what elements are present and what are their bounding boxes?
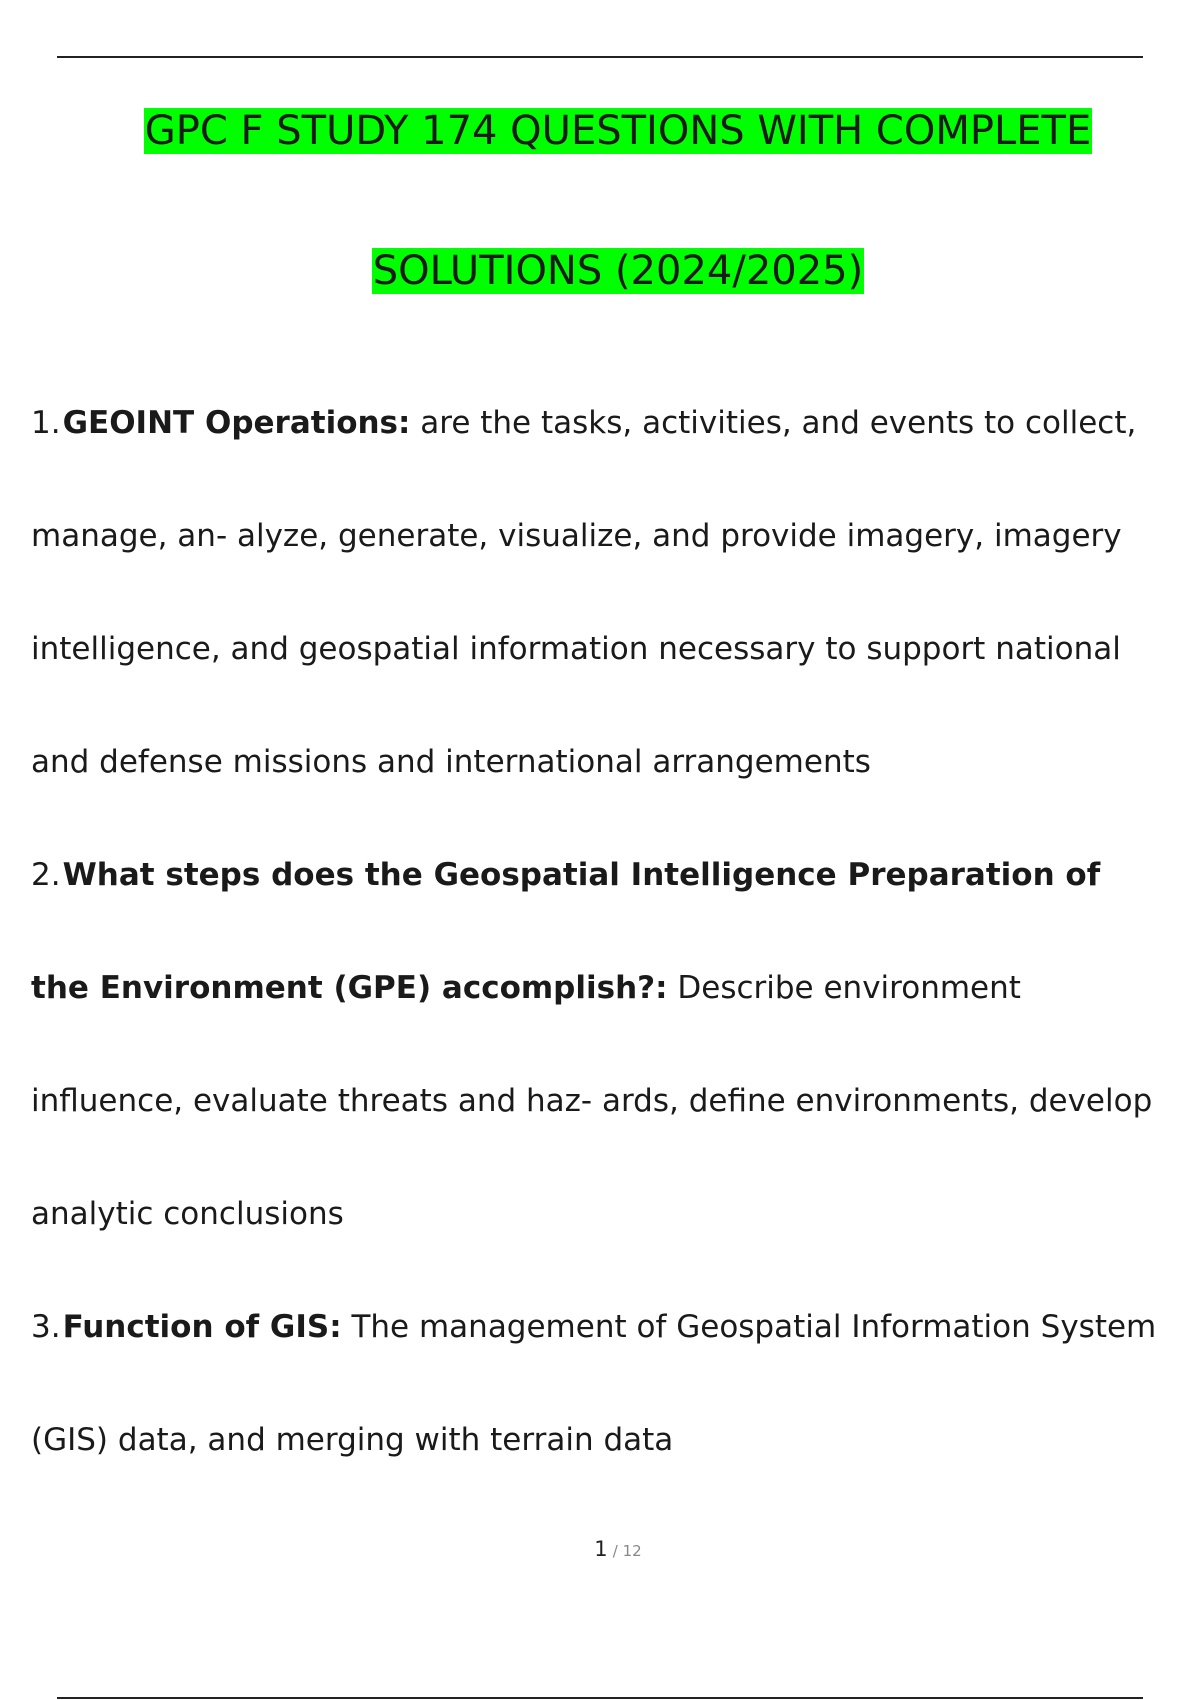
title-highlight: SOLUTIONS (2024/2025) [372, 248, 864, 294]
item-1-line-2: manage, an- alyze, generate, visualize, and provide imagery, imagery [31, 518, 1122, 554]
top-rule [57, 56, 1143, 58]
item-1-line-4: and defense missions and international arrangements [31, 744, 871, 780]
item-term: What steps does the Geospatial Intelligence Preparation of [62, 857, 1101, 893]
total-pages: / 12 [612, 1542, 642, 1560]
document-title-line-2 [0, 247, 1200, 295]
item-number: 3. [31, 1309, 61, 1345]
title-highlight: GPC F STUDY 174 QUESTIONS WITH COMPLETE [144, 108, 1092, 154]
item-2-line-1 [31, 855, 1100, 895]
item-3-line-1 [31, 1307, 1156, 1347]
item-term: the Environment (GPE) accomplish?: [31, 970, 668, 1006]
item-2-line-3: influence, evaluate threats and haz- ards, define environments, develop [31, 1083, 1153, 1119]
current-page: 1 [594, 1537, 608, 1561]
item-term: GEOINT Operations: [62, 405, 411, 441]
document-title-line-1 [0, 107, 1200, 155]
item-2-line-4: analytic conclusions [31, 1196, 344, 1232]
item-text: are the tasks, activities, and events to collect, [410, 405, 1137, 441]
page-indicator [0, 1537, 1200, 1561]
item-number: 2. [31, 857, 61, 893]
item-text: Describe environment [667, 970, 1021, 1006]
bottom-rule [57, 1697, 1143, 1699]
item-1-line-1 [31, 403, 1136, 443]
item-2-line-2 [31, 968, 1021, 1008]
item-text: The management of Geospatial Information System [341, 1309, 1157, 1345]
item-number: 1. [31, 405, 61, 441]
item-1-line-3: intelligence, and geospatial information necessary to support national [31, 631, 1121, 667]
item-3-line-2: (GIS) data, and merging with terrain data [31, 1422, 674, 1458]
item-term: Function of GIS: [62, 1309, 342, 1345]
